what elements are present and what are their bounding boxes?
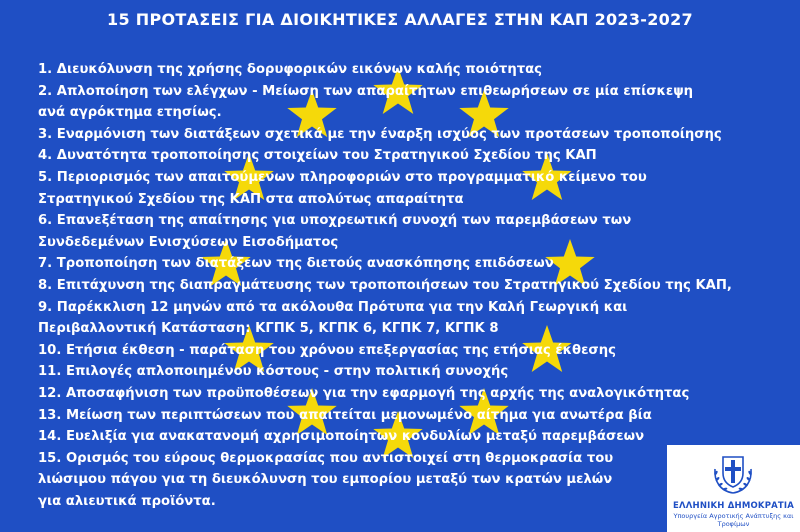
list-item: 3. Εναρμόνιση των διατάξεων σχετικά με την έναρξη ισχύος των προτάσεων τροποποίησης (38, 126, 722, 142)
list-item: 11. Επιλογές απλοποιημένου κόστους - στην πολιτική συνοχής (38, 364, 509, 380)
logo-subtitle: Υπουργεία Αγροτικής Ανάπτυξης και Τροφίμων (673, 512, 794, 528)
list-item: ανά αγρόκτημα ετησίως. (38, 105, 222, 121)
ministry-logo (667, 445, 800, 532)
list-item: 8. Επιτάχυνση της διαπραγμάτευσης των τροποποιήσεων του Στρατηγικού Σχεδίου της ΚΑΠ, (38, 277, 732, 293)
page-title: 15 ΠΡΟΤΑΣΕΙΣ ΓΙΑ ΔΙΟΙΚΗΤΙΚΕΣ ΑΛΛΑΓΕΣ ΣΤΗΝ ΚΑΠ 2023-2027 (107, 10, 693, 29)
list-item: 2. Απλοποίηση των ελέγχων - Μείωση των απαραίτητων επιθεωρήσεων σε μία επίσκεψη (38, 83, 694, 99)
list-item: 1. Διευκόλυνση της χρήσης δορυφορικών εικόνων καλής ποιότητας (38, 62, 543, 77)
list-item: 10. Ετήσια έκθεση - παράταση του χρόνου επεξεργασίας της ετήσιας έκθεσης (38, 342, 616, 358)
list-item: 14. Ευελιξία για ανακατανομή αχρησιμοποίητων κονδυλίων μεταξύ παρεμβάσεων (38, 429, 645, 445)
list-item: 13. Μείωση των περιπτώσεων που απαιτείται μεμονωμένο αίτημα για ανωτέρα βία (38, 407, 652, 423)
list-item: 7. Τροποποίηση των διατάξεων της διετούς ανασκόπησης επιδόσεων (38, 256, 554, 272)
list-item: Συνδεδεμένων Ενισχύσεων Εισοδήματος (38, 234, 339, 250)
list-item: Περιβαλλοντική Κατάσταση: ΚΓΠΚ 5, ΚΓΠΚ 6, ΚΓΠΚ 7, ΚΓΠΚ 8 (38, 321, 499, 337)
list-item: Στρατηγικού Σχεδίου της ΚΑΠ στα απολύτως απαραίτητα (38, 191, 464, 207)
logo-title: ΕΛΛΗΝΙΚΗ ΔΗΜΟΚΡΑΤΙΑ (672, 501, 795, 511)
list-item: για αλιευτικά προϊόντα. (38, 493, 216, 509)
list-item: λιώσιμου πάγου για τη διευκόλυνση του εμπορίου μεταξύ των κρατών μελών (38, 472, 613, 488)
greek-coat-of-arms-icon (710, 451, 756, 497)
list-item: 15. Ορισμός του εύρους θερμοκρασίας που αντιστοιχεί στη θερμοκρασία του (38, 450, 614, 466)
list-item: 9. Παρέκκλιση 12 μηνών από τα ακόλουθα Πρότυπα για την Καλή Γεωργική και (38, 299, 628, 315)
list-item: 4. Δυνατότητα τροποποίησης στοιχείων του Στρατηγικού Σχεδίου της ΚΑΠ (38, 148, 597, 164)
list-item: 12. Αποσαφήνιση των προϋποθέσεων για την εφαρμογή της αρχής της αναλογικότητας (38, 385, 690, 401)
list-item: 6. Επανεξέταση της απαίτησης για υποχρεωτική συνοχή των παρεμβάσεων των (38, 213, 632, 229)
list-item: 5. Περιορισμός των απαιτούμενων πληροφοριών στο προγραμματικό κείμενο του (38, 169, 647, 185)
